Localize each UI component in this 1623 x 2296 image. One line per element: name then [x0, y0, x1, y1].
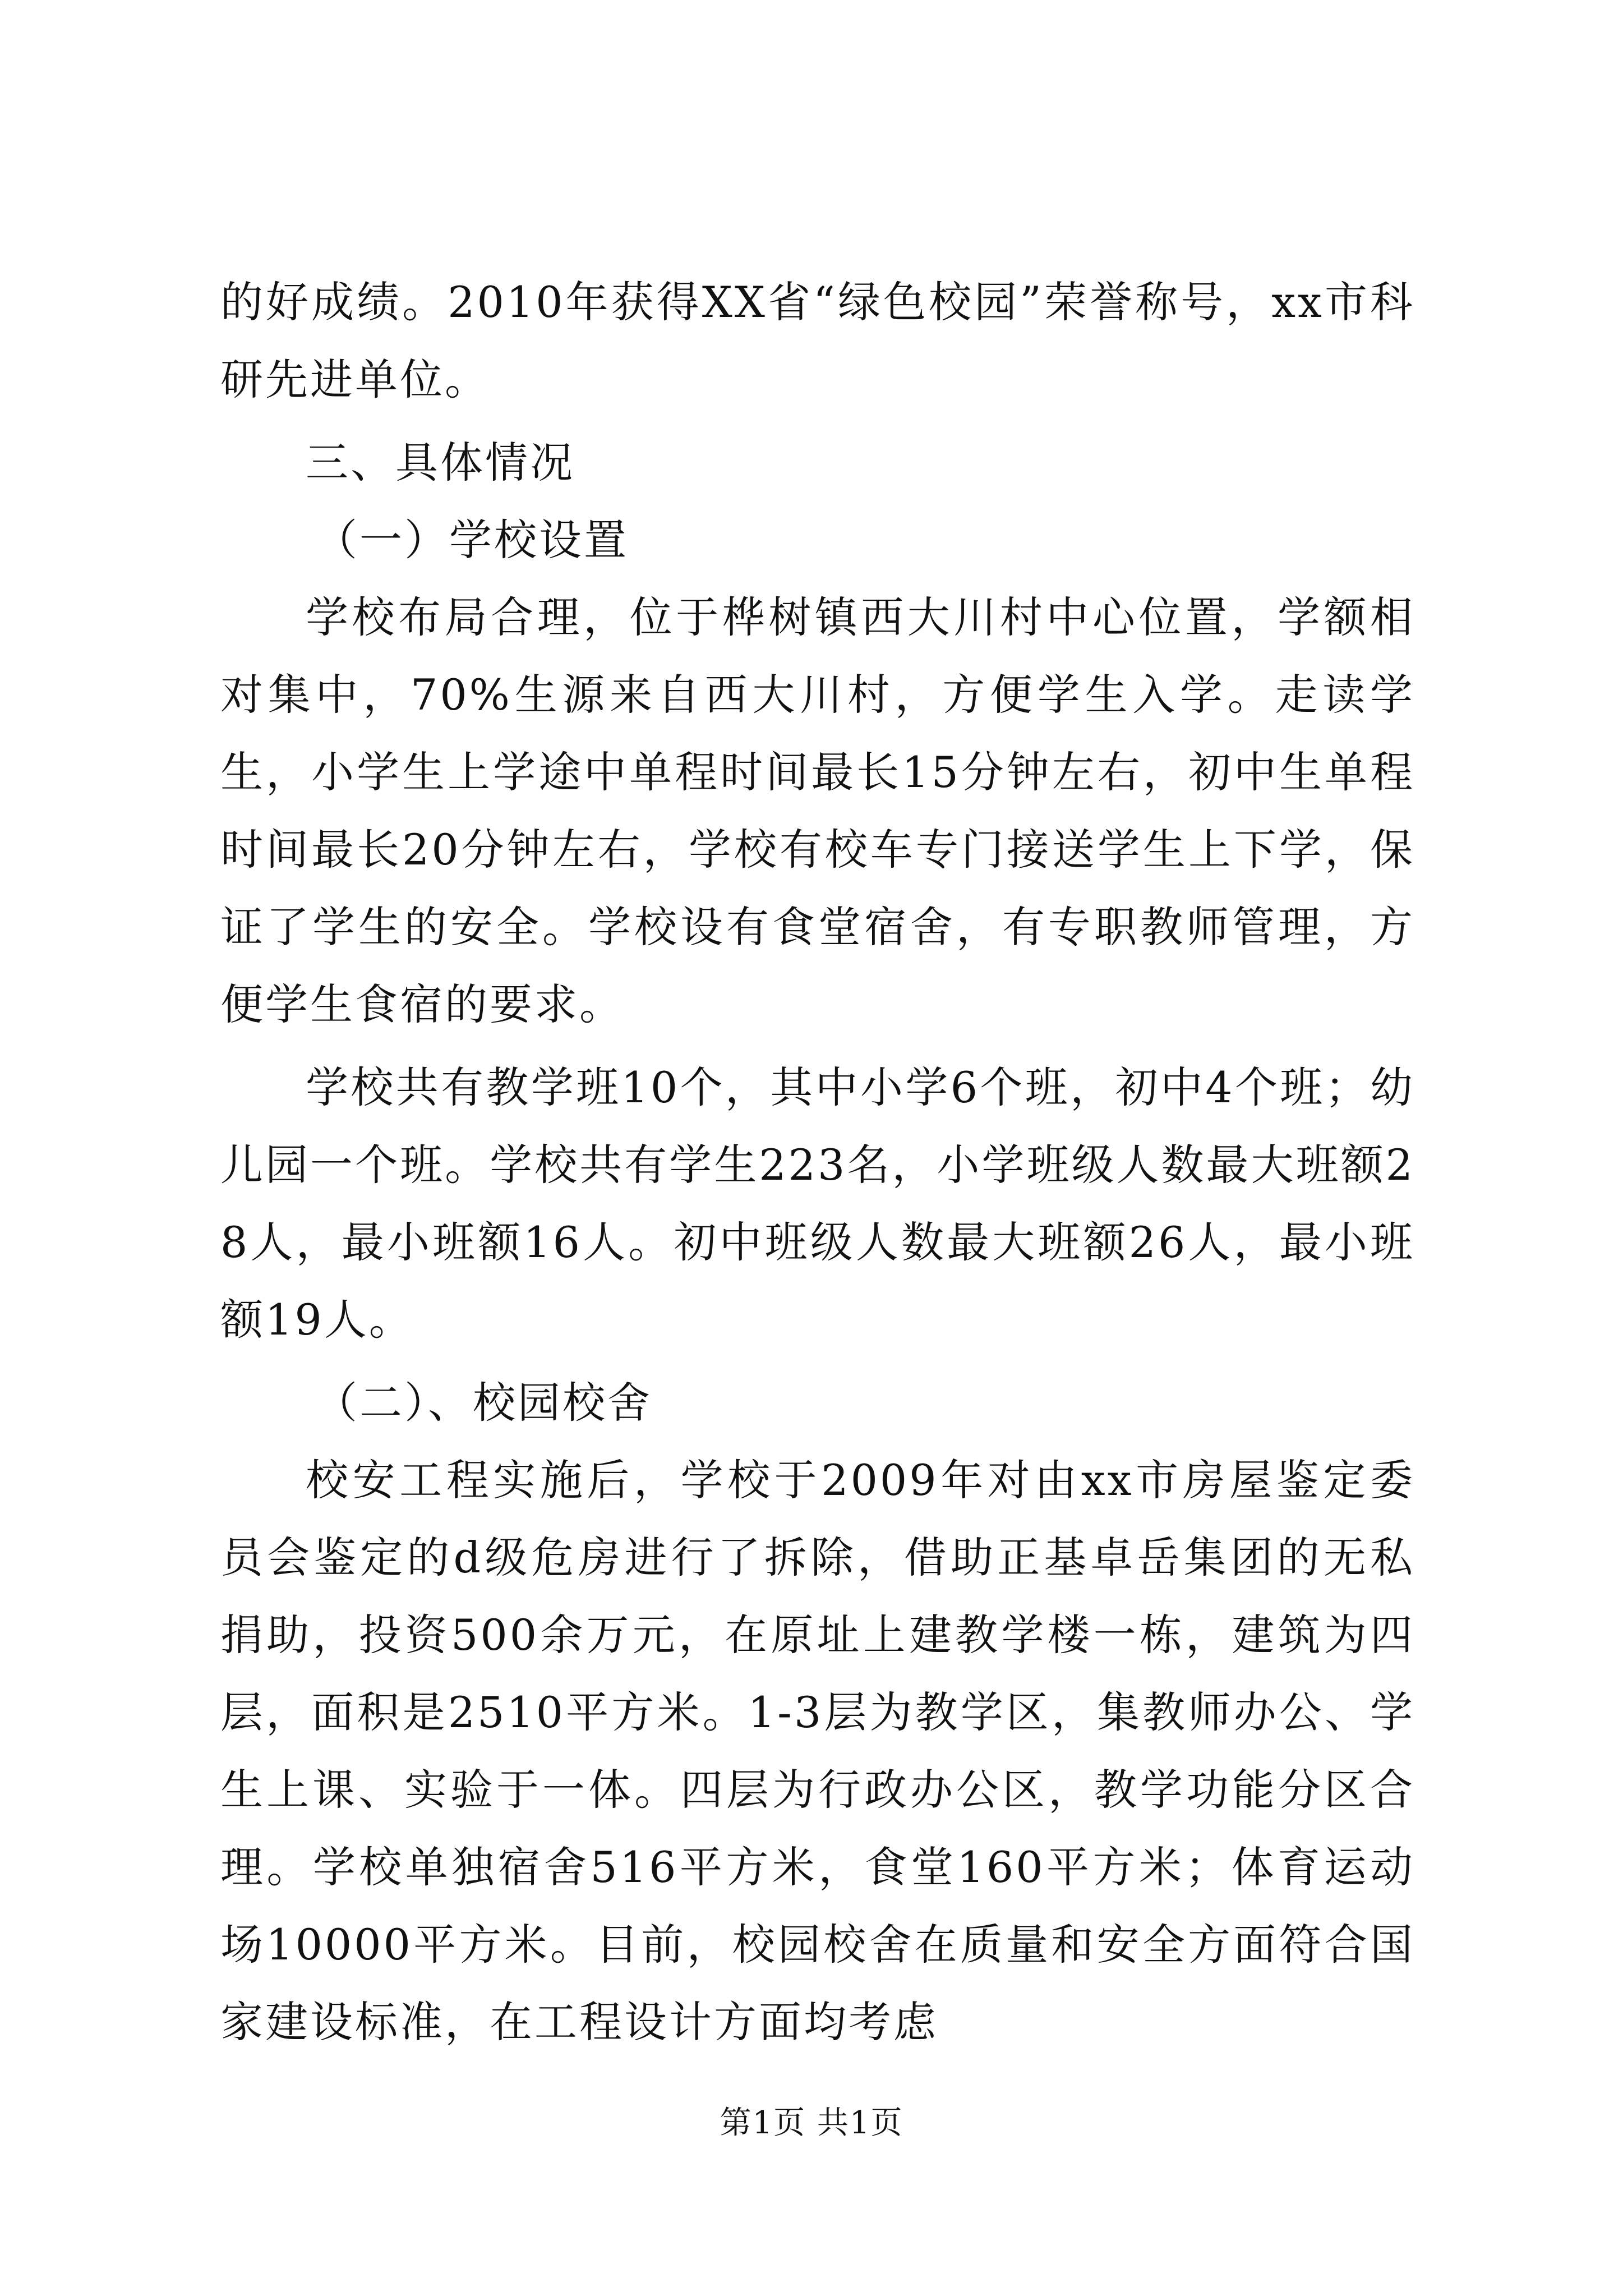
- paragraph-class-count: 学校共有教学班10个，其中小学6个班，初中4个班；幼儿园一个班。学校共有学生223名，小学班级人数最大班额28人，最小班额16人。初中班级人数最大班额26人，最小班额19人。: [220, 1062, 1415, 1345]
- subsection-heading-1: （一）学校设置: [315, 515, 629, 565]
- paragraph-school-layout: 学校布局合理，位于桦树镇西大川村中心位置，学额相对集中，70%生源来自西大川村，方便学生入学。走读学生，小学生上学途中单程时间最长15分钟左右，初中生单程时间最长20分钟左右，学校有校车专门接送学生上下学，保证了学生的安全。学校设有食堂宿舍，有专职教师管理，方便学生食宿的要求。: [220, 592, 1415, 1029]
- document-body: [220, 264, 1415, 2061]
- subsection-heading-2: （二）、校园校舍: [315, 1378, 652, 1428]
- page-footer: 第1页 共1页: [720, 2105, 903, 2141]
- section-heading-3: 三、具体情况: [306, 438, 575, 487]
- paragraph-campus-buildings: 校安工程实施后，学校于2009年对由xx市房屋鉴定委员会鉴定的d级危房进行了拆除，借助正基卓岳集团的无私捐助，投资500余万元，在原址上建教学楼一栋，建筑为四层，面积是2510平方米。1-3层为教学区，集教师办公、学生上课、实验于一体。四层为行政办公区，教学功能分区合理。学校单独宿舍516平方米，食堂160平方米；体育运动场10000平方米。目前，校园校舍在质量和安全方面符合国家建设标准，在工程设计方面均考虑: [220, 1455, 1415, 2047]
- paragraph-intro-continuation: 的好成绩。2010年获得XX省“绿色校园”荣誉称号，xx市科研先进单位。: [220, 277, 1415, 404]
